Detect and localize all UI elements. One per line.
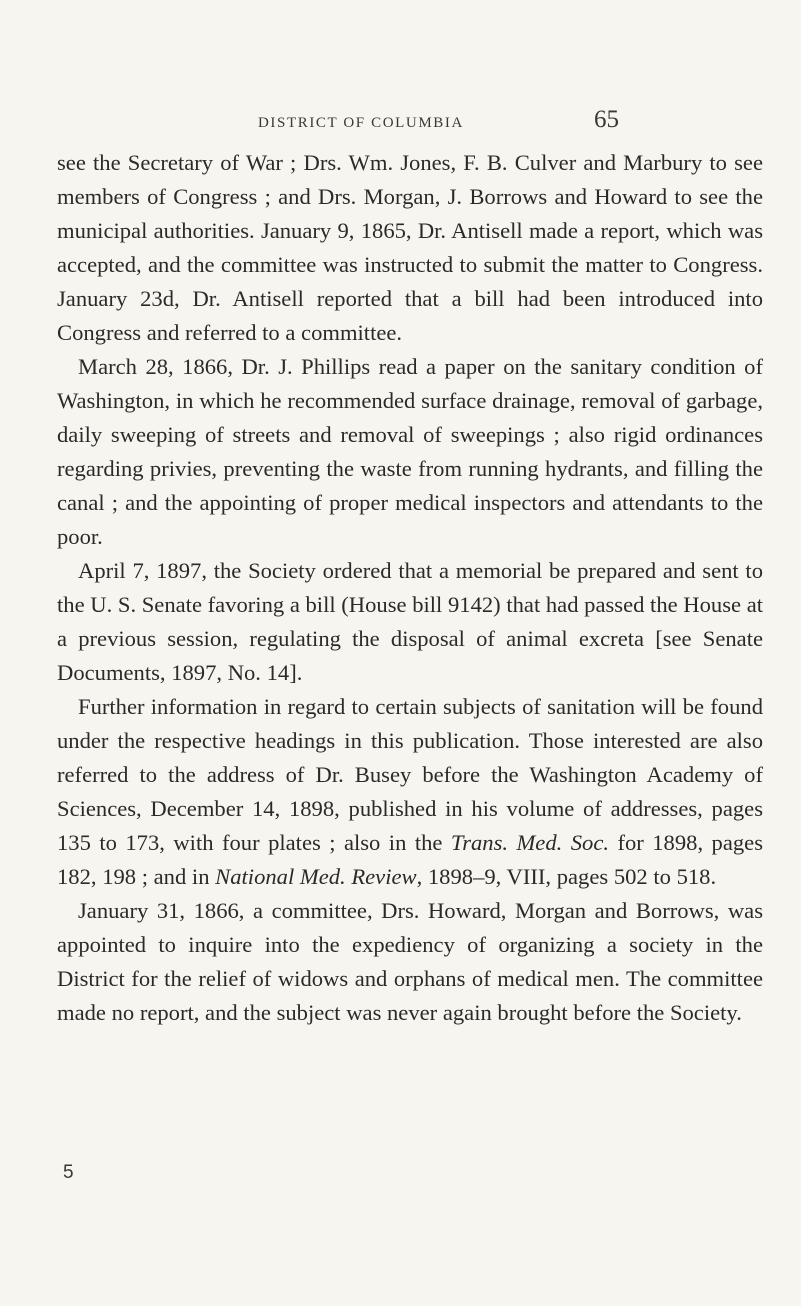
text-run: April 7, 1897, the Society ordered that a memorial be prepared and sent to the U. S. Senate favoring a bill (House bill 9142) that had passed the House at a previous session, regulating the disposal of animal excreta [see Senate Documents, 1897, No. 14]. [57, 558, 763, 685]
paragraph-p5 [57, 894, 763, 1030]
text-run: see the Secretary of War ; Drs. Wm. Jones, F. B. Culver and Marbury to see members of Congress ; and Drs. Morgan, J. Borrows and Howard to see the municipal authorities. January 9, 1865, Dr. Antisell made a report, which was accepted, and the committee was instructed to submit the matter to Congress. January 23d, Dr. Antisell reported that a bill had been introduced into Congress and referred to a committee. [57, 150, 763, 345]
signature-mark: 5 [63, 1162, 74, 1183]
text-run: for 1898, pages 182, 198 ; and in [57, 830, 763, 889]
text-run: March 28, 1866, Dr. J. Phillips read a paper on the sanitary condition of Washington, in which he recommended surface drainage, removal of garbage, daily sweeping of streets and removal of sweepings ; also rigid ordinances regarding privies, preventing the waste from running hydrants, and filling the canal ; and the appointing of proper medical inspectors and attendants to the poor. [57, 354, 763, 549]
paragraph-p2 [57, 350, 763, 554]
text-run: , 1898–9, VIII, pages 502 to 518. [416, 864, 717, 889]
running-head: DISTRICT OF COLUMBIA [258, 115, 464, 131]
paragraph-p3 [57, 554, 763, 690]
italic-citation: Trans. Med. Soc. [450, 830, 610, 855]
body-text [57, 146, 763, 1030]
text-run: Further information in regard to certain subjects of sanitation will be found under the respective headings in this publication. Those interested are also referred to the address of Dr. Busey before the Washington Academy of Sciences, December 14, 1898, published in his volume of addresses, pages 135 to 173, with four plates ; also in the [57, 694, 763, 855]
paragraph-p1 [57, 146, 763, 350]
page-number: 65 [594, 106, 619, 133]
paragraph-p4 [57, 690, 763, 894]
italic-citation: National Med. Review [215, 864, 417, 889]
text-run: January 31, 1866, a committee, Drs. Howard, Morgan and Borrows, was appointed to inquire into the expediency of organizing a society in the District for the relief of widows and orphans of medical men. The committee made no report, and the subject was never again brought before the Society. [57, 898, 763, 1025]
